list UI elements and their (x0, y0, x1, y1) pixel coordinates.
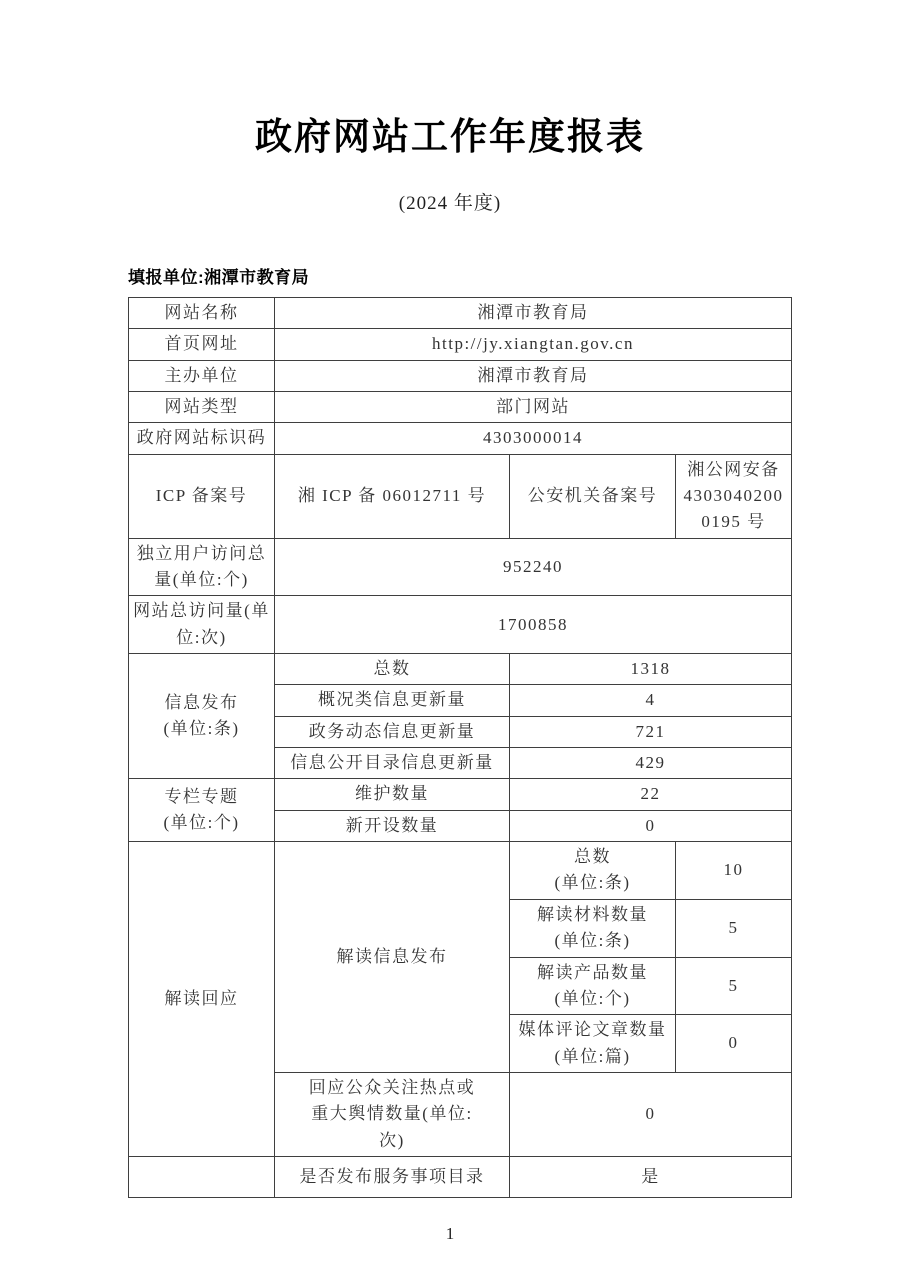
interp-media-unit: (单位:篇) (554, 1046, 631, 1066)
info-overview-value: 4 (510, 685, 792, 716)
total-visits-value: 1700858 (275, 596, 792, 654)
special-topics-label (129, 779, 275, 842)
info-dynamics-label: 政务动态信息更新量 (275, 716, 510, 747)
interp-product-value: 5 (676, 957, 792, 1015)
service-catalog-value: 是 (510, 1156, 792, 1197)
homepage-label: 首页网址 (129, 329, 275, 360)
table-row (129, 596, 792, 654)
icp-value: 湘 ICP 备 06012711 号 (275, 454, 510, 538)
table-row (129, 454, 792, 538)
icp-label: ICP 备案号 (129, 454, 275, 538)
site-type-label: 网站类型 (129, 391, 275, 422)
site-type-value: 部门网站 (275, 391, 792, 422)
site-code-value: 4303000014 (275, 423, 792, 454)
interp-media-label (510, 1015, 676, 1073)
table-row (129, 329, 792, 360)
new-count-value: 0 (510, 810, 792, 841)
site-name-value: 湘潭市教育局 (275, 297, 792, 328)
interp-total-label (510, 842, 676, 900)
site-code-label: 政府网站标识码 (129, 423, 275, 454)
interp-total-unit: (单位:条) (554, 873, 631, 893)
info-publish-name: 信息发布 (164, 692, 239, 712)
info-publish-unit: (单位:条) (163, 719, 240, 739)
annual-report-table (128, 297, 792, 1198)
service-catalog-label: 是否发布服务事项目录 (275, 1156, 510, 1197)
interp-product-unit: (单位:个) (554, 988, 631, 1008)
total-visits-label: 网站总访问量(单位:次) (129, 596, 275, 654)
interp-material-value: 5 (676, 899, 792, 957)
police-record-label: 公安机关备案号 (510, 454, 676, 538)
interp-product-name: 解读产品数量 (537, 962, 648, 982)
reporting-unit: 填报单位:湘潭市教育局 (128, 267, 310, 287)
page-number: 1 (445, 1223, 455, 1243)
organizer-value: 湘潭市教育局 (275, 360, 792, 391)
interpretation-label: 解读回应 (129, 842, 275, 1157)
interp-media-value: 0 (676, 1015, 792, 1073)
interpretation-publish-label: 解读信息发布 (275, 842, 510, 1073)
police-record-value: 湘公网安备 43030402000195 号 (676, 454, 792, 538)
page-title: 政府网站工作年度报表 (255, 116, 645, 157)
hotspot-label-text: 回应公众关注热点或重大舆情数量(单位:次) (308, 1077, 476, 1150)
table-row (129, 1156, 792, 1197)
interp-material-unit: (单位:条) (554, 931, 631, 951)
interp-media-name: 媒体评论文章数量 (518, 1020, 667, 1040)
hotspot-value: 0 (510, 1072, 792, 1156)
info-catalog-value: 429 (510, 748, 792, 779)
info-total-label: 总数 (275, 654, 510, 685)
table-row (129, 538, 792, 596)
special-topics-unit: (单位:个) (163, 813, 240, 833)
maintained-count-label: 维护数量 (275, 779, 510, 810)
table-row (129, 779, 792, 810)
site-name-label: 网站名称 (129, 297, 275, 328)
info-dynamics-value: 721 (510, 716, 792, 747)
interp-material-name: 解读材料数量 (537, 904, 648, 924)
unique-visitors-label: 独立用户访问总量(单位:个) (129, 538, 275, 596)
interp-material-label (510, 899, 676, 957)
table-row (129, 654, 792, 685)
table-row (129, 842, 792, 900)
hotspot-label (275, 1072, 510, 1156)
interp-product-label (510, 957, 676, 1015)
info-total-value: 1318 (510, 654, 792, 685)
info-catalog-label: 信息公开目录信息更新量 (275, 748, 510, 779)
homepage-value: http://jy.xiangtan.gov.cn (275, 329, 792, 360)
info-overview-label: 概况类信息更新量 (275, 685, 510, 716)
maintained-count-value: 22 (510, 779, 792, 810)
organizer-label: 主办单位 (129, 360, 275, 391)
table-row (129, 360, 792, 391)
interp-total-value: 10 (676, 842, 792, 900)
info-publish-label (129, 654, 275, 779)
unique-visitors-value: 952240 (275, 538, 792, 596)
empty-cell (129, 1156, 275, 1197)
special-topics-name: 专栏专题 (164, 786, 239, 806)
table-row (129, 391, 792, 422)
new-count-label: 新开设数量 (275, 810, 510, 841)
table-row (129, 297, 792, 328)
table-row (129, 423, 792, 454)
interp-total-name: 总数 (574, 847, 611, 867)
page-subtitle: (2024 年度) (398, 192, 502, 214)
